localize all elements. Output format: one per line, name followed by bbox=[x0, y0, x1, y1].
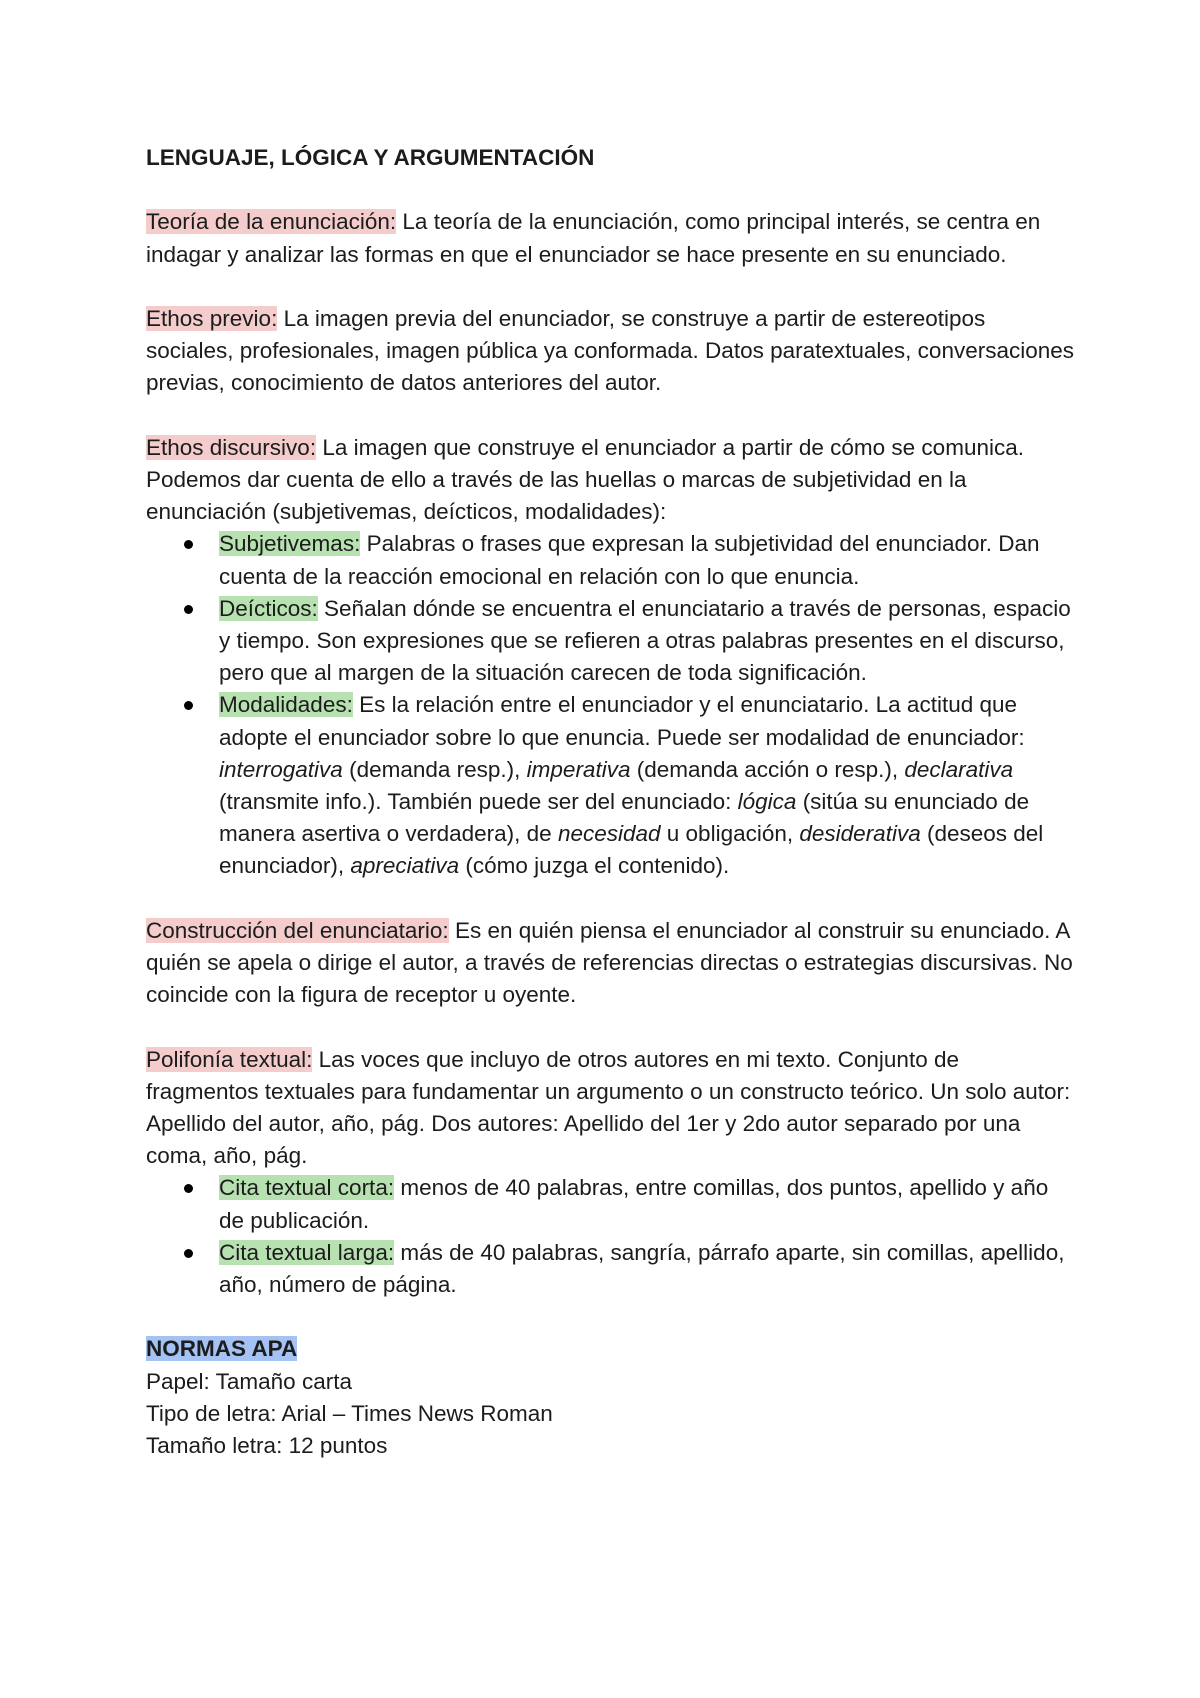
text-modalidades: (deseos del enunciador), bbox=[219, 821, 1044, 879]
text-modalidades: (transmite info.). También puede ser del enunciado: bbox=[219, 789, 738, 815]
text-cita-corta: menos de 40 palabras, entre comillas, dos puntos, apellido y año de publicación. bbox=[219, 1175, 1049, 1233]
polifonia-list bbox=[146, 1172, 1076, 1301]
document-page bbox=[146, 142, 1076, 1462]
paragraph-ethos-discursivo bbox=[146, 432, 1076, 529]
italic-term: declarativa bbox=[904, 756, 1014, 782]
term-modalidades: Modalidades: bbox=[219, 692, 353, 718]
apa-section bbox=[146, 1333, 1076, 1462]
italic-term: desiderativa bbox=[799, 821, 921, 847]
list-item bbox=[146, 1172, 1076, 1236]
bullet-icon bbox=[184, 540, 193, 549]
bullet-icon bbox=[184, 701, 193, 710]
term-subjetivemas: Subjetivemas: bbox=[219, 531, 361, 557]
term-ethos-discursivo: Ethos discursivo: bbox=[146, 434, 317, 460]
apa-line-font: Tipo de letra: Arial – Times News Roman bbox=[146, 1400, 553, 1426]
text-modalidades: (cómo juzga el contenido). bbox=[459, 853, 730, 879]
text-modalidades: u obligación, bbox=[660, 821, 800, 847]
document-title: LENGUAJE, LÓGICA Y ARGUMENTACIÓN bbox=[146, 145, 595, 170]
apa-heading: NORMAS APA bbox=[146, 1336, 298, 1362]
italic-term: lógica bbox=[737, 789, 797, 815]
text-cita-larga: más de 40 palabras, sangría, párrafo aparte, sin comillas, apellido, año, número de página. bbox=[219, 1239, 1065, 1298]
term-construccion: Construcción del enunciatario: bbox=[146, 917, 449, 943]
list-item bbox=[146, 593, 1076, 690]
italic-term: necesidad bbox=[557, 821, 661, 847]
term-cita-corta: Cita textual corta: bbox=[219, 1175, 395, 1201]
apa-line-paper: Papel: Tamaño carta bbox=[146, 1368, 352, 1394]
text-construccion: Es en quién piensa el enunciador al construir su enunciado. A quién se apela o dirige el autor, a través de referencias directas o estrategias discursivas. No coincide con la figura de receptor u oyente. bbox=[146, 917, 1073, 1008]
text-modalidades: (sitúa su enunciado de manera asertiva o verdadera), de bbox=[219, 789, 1030, 847]
term-polifonia: Polifonía textual: bbox=[146, 1046, 313, 1072]
text-ethos-previo: La imagen previa del enunciador, se construye a partir de estereotipos sociales, profesionales, imagen pública ya conformada. Datos paratextuales, conversaciones previas, conocimiento de datos anteriores del autor. bbox=[146, 305, 1075, 396]
ethos-discursivo-list bbox=[146, 528, 1076, 882]
term-cita-larga: Cita textual larga: bbox=[219, 1239, 395, 1265]
text-modalidades: (demanda resp.), bbox=[342, 756, 527, 782]
list-item bbox=[146, 528, 1076, 592]
text-modalidades: Es la relación entre el enunciador y el enunciatario. La actitud que adopte el enunciador sobre lo que enuncia. Puede ser modalidad de enunciador: bbox=[219, 692, 1025, 750]
paragraph-ethos-previo bbox=[146, 303, 1076, 400]
term-ethos-previo: Ethos previo: bbox=[146, 305, 278, 331]
italic-term: interrogativa bbox=[219, 756, 343, 782]
paragraph-construccion bbox=[146, 915, 1076, 1012]
paragraph-polifonia bbox=[146, 1044, 1076, 1173]
bullet-icon bbox=[184, 605, 193, 614]
italic-term: apreciativa bbox=[350, 853, 460, 879]
text-polifonia: Las voces que incluyo de otros autores en mi texto. Conjunto de fragmentos textuales para fundamentar un argumento o un constructo teórico. Un solo autor: Apellido del autor, año, pág. Dos autores: Apellido del 1er y 2do autor separado por una coma, año, pág. bbox=[146, 1046, 1071, 1169]
bullet-icon bbox=[184, 1249, 193, 1258]
list-item bbox=[146, 689, 1076, 882]
term-teoria: Teoría de la enunciación: bbox=[146, 209, 397, 235]
text-teoria: La teoría de la enunciación, como principal interés, se centra en indagar y analizar las formas en que el enunciador se hace presente en su enunciado. bbox=[146, 209, 1041, 267]
bullet-icon bbox=[184, 1184, 193, 1193]
italic-term: imperativa bbox=[526, 756, 631, 782]
apa-line-size: Tamaño letra: 12 puntos bbox=[146, 1433, 388, 1459]
list-item bbox=[146, 1237, 1076, 1301]
text-deicticos: Señalan dónde se encuentra el enunciatario a través de personas, espacio y tiempo. Son expresiones que se refieren a otras palabras presentes en el discurso, pero que al margen de la situación carecen de toda significación. bbox=[219, 595, 1071, 686]
text-ethos-discursivo: La imagen que construye el enunciador a partir de cómo se comunica. Podemos dar cuenta de ello a través de las huellas o marcas de subjetividad en la enunciación (subjetivemas, deícticos, modalidades): bbox=[146, 434, 1024, 525]
term-deicticos: Deícticos: bbox=[219, 595, 318, 621]
paragraph-teoria bbox=[146, 206, 1076, 270]
text-subjetivemas: Palabras o frases que expresan la subjetividad del enunciador. Dan cuenta de la reacción emocional en relación con lo que enuncia. bbox=[219, 531, 1040, 589]
text-modalidades: (demanda acción o resp.), bbox=[630, 756, 905, 782]
